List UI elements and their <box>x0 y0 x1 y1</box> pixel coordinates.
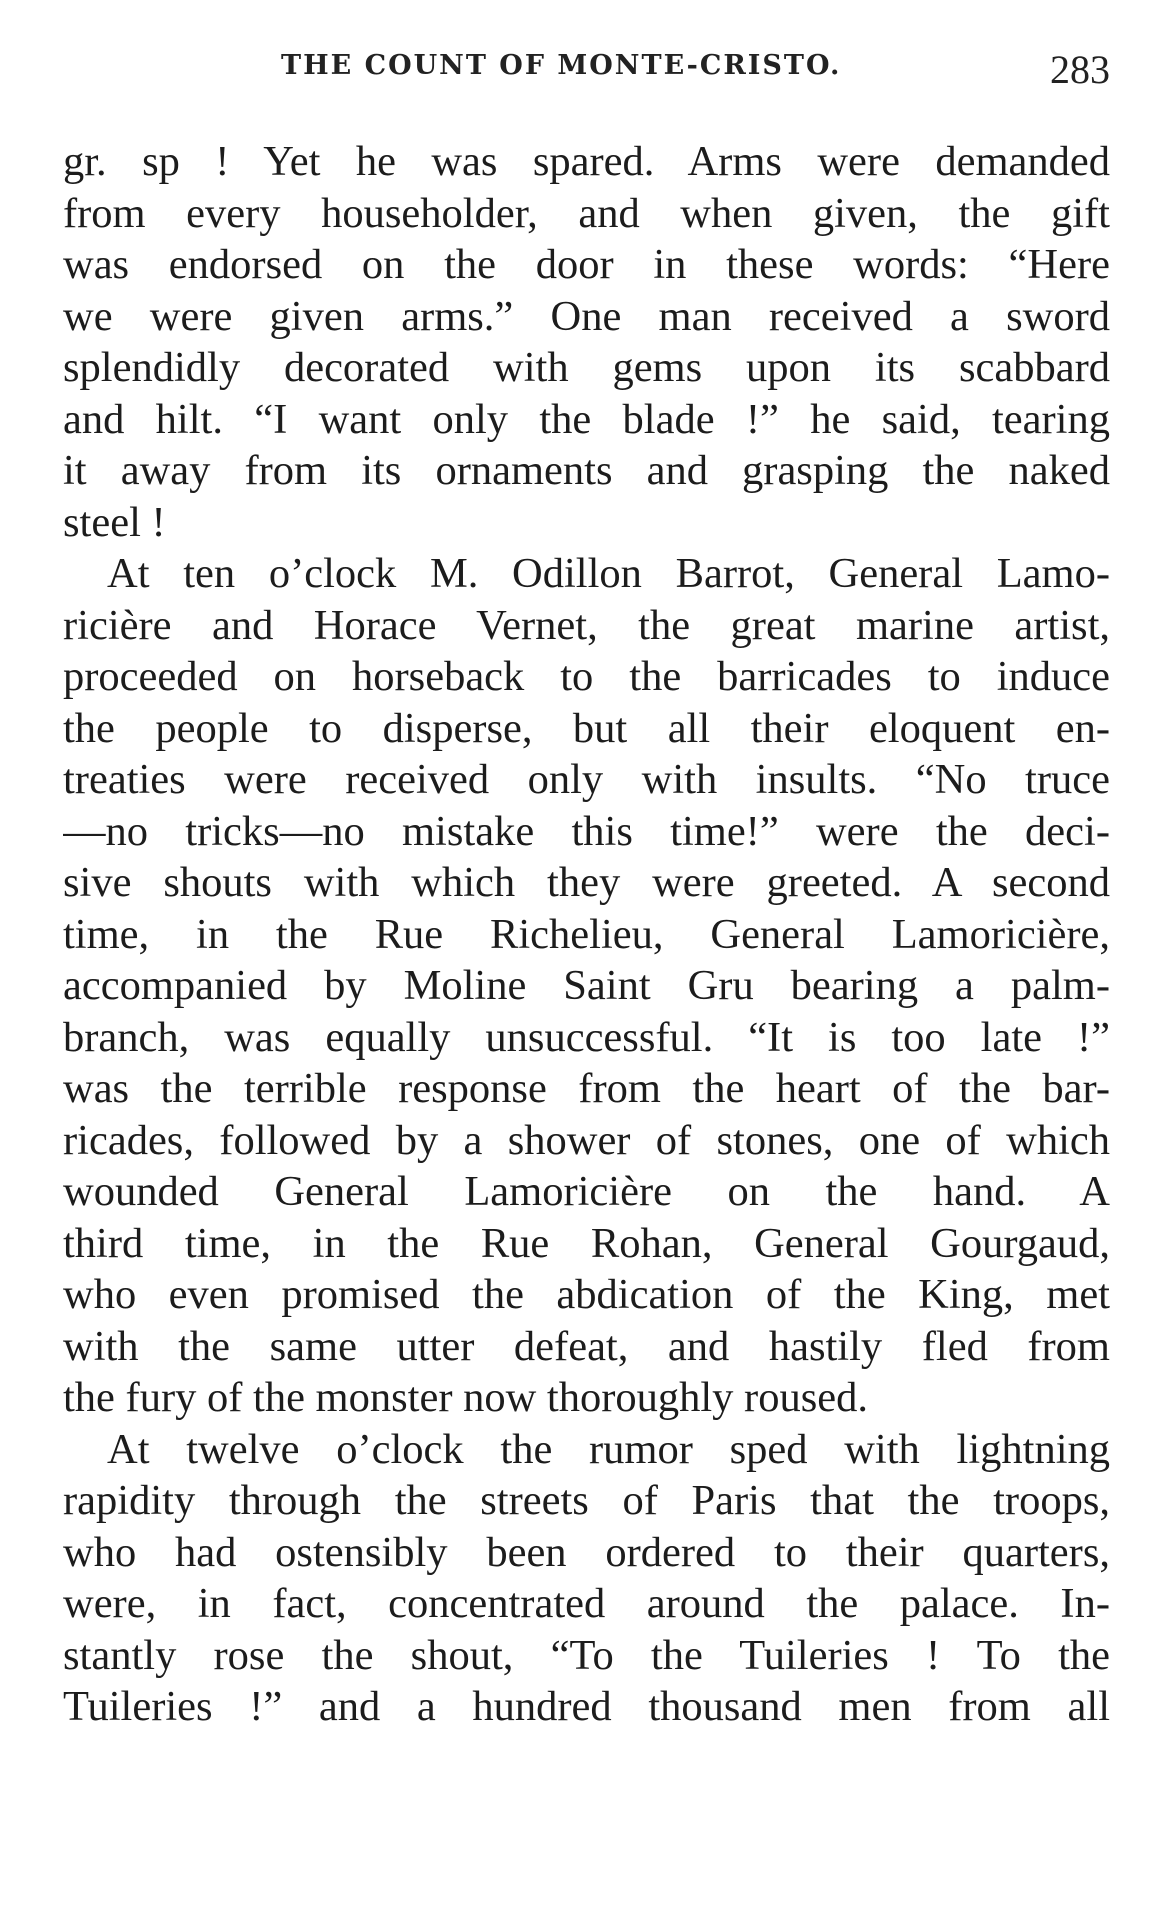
text-line: who even promised the abdication of the King, met <box>63 1271 1110 1318</box>
text-line: stantly rose the shout, “To the Tuileries ! To the <box>63 1631 1110 1679</box>
text-line: accompanied by Moline Saint Gru bearing a palm- <box>63 962 1110 1009</box>
text-line: sive shouts with which they were greeted. A second <box>63 859 1110 906</box>
page-number: 283 <box>1050 47 1110 92</box>
text-line: was the terrible response from the heart of the bar- <box>63 1065 1110 1112</box>
text-line: At ten o’clock M. Odillon Barrot, General Lamo- <box>107 550 1110 597</box>
text-line: Tuileries !” and a hundred thousand men from all <box>63 1683 1110 1730</box>
text-line: treaties were received only with insults. “No truce <box>63 756 1110 803</box>
text-line: it away from its ornaments and grasping the naked <box>63 447 1110 494</box>
text-line: ricades, followed by a shower of stones, one of which <box>63 1116 1110 1164</box>
text-line: ricière and Horace Vernet, the great marine artist, <box>63 601 1110 649</box>
text-line: and hilt. “I want only the blade !” he said, tearing <box>63 395 1110 443</box>
text-line: At twelve o’clock the rumor sped with lightning <box>107 1425 1110 1473</box>
running-head <box>63 46 1110 96</box>
text-line: the fury of the monster now thoroughly roused. <box>63 1374 868 1421</box>
text-line: we were given arms.” One man received a sword <box>63 292 1110 340</box>
text-line: wounded General Lamoricière on the hand. A <box>63 1168 1110 1215</box>
text-line: gr. sp ! Yet he was spared. Arms were demanded <box>63 138 1110 185</box>
text-line: splendidly decorated with gems upon its scabbard <box>63 344 1110 391</box>
text-line: rapidity through the streets of Paris that the troops, <box>63 1477 1110 1524</box>
text-line: third time, in the Rue Rohan, General Gourgaud, <box>63 1219 1110 1267</box>
text-line: with the same utter defeat, and hastily fled from <box>63 1322 1110 1370</box>
text-line: who had ostensibly been ordered to their quarters, <box>63 1528 1110 1576</box>
text-line: time, in the Rue Richelieu, General Lamoricière, <box>63 910 1110 958</box>
text-line: steel ! <box>63 498 166 546</box>
text-line: branch, was equally unsuccessful. “It is too late !” <box>63 1013 1110 1061</box>
text-line: the people to disperse, but all their eloquent en- <box>63 704 1110 752</box>
text-line: —no tricks—no mistake this time!” were the deci- <box>63 807 1110 855</box>
text-line: were, in fact, concentrated around the palace. In- <box>63 1580 1110 1627</box>
text-line: was endorsed on the door in these words: “Here <box>63 241 1110 288</box>
text-line: from every householder, and when given, the gift <box>63 189 1110 237</box>
body-text <box>63 136 1110 1733</box>
text-line: proceeded on horseback to the barricades to induce <box>63 653 1110 700</box>
running-title: THE COUNT OF MONTE-CRISTO. <box>281 50 842 81</box>
